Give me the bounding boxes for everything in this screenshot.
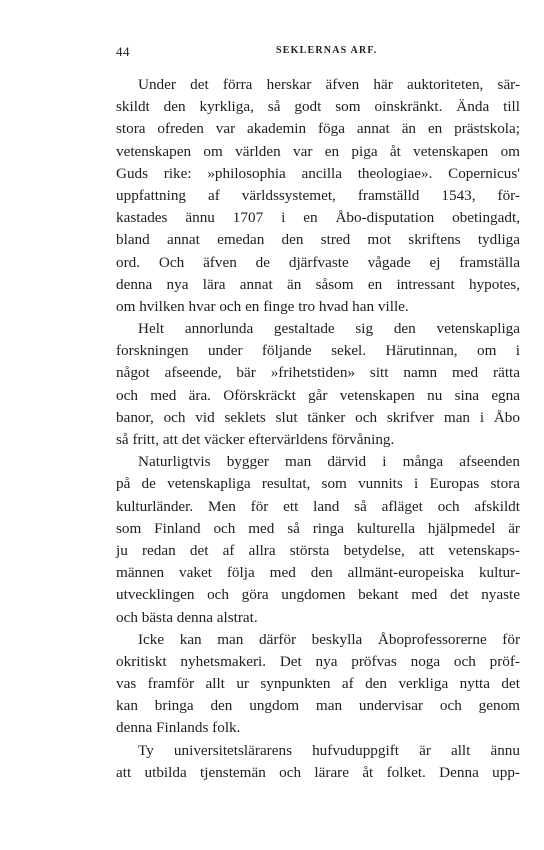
page-number: 44 — [116, 44, 130, 59]
paragraph — [116, 74, 520, 318]
running-head — [116, 44, 520, 64]
text-line: okritiskt nyhetsmakeri. Det nya pröfvas noga och pröf- — [116, 652, 520, 670]
text-line: bland annat emedan den stred mot skriftens tydliga — [116, 231, 520, 249]
book-page — [116, 44, 520, 784]
text-line: Icke kan man därför beskylla Åboprofessorerne för — [138, 630, 520, 648]
text-line: om hvilken hvar och en finge tro hvad han ville. — [116, 297, 409, 315]
body-text — [116, 74, 520, 784]
text-line: Helt annorlunda gestaltade sig den vetenskapliga — [138, 320, 520, 338]
paragraph — [116, 451, 520, 629]
text-line: Naturligtvis bygger man därvid i många afseenden — [138, 453, 520, 471]
text-line: att utbilda tjenstemän och lärare åt folket. Denna upp- — [116, 763, 520, 781]
text-line: på de vetenskapliga resultat, som vunnits i Europas stora — [116, 475, 520, 493]
text-line: något afseende, bär »frihetstiden» sitt namn med rätta — [116, 364, 520, 382]
text-line: denna nya lära annat än såsom en intressant hypotes, — [116, 275, 520, 293]
text-line: Guds rike: »philosophia ancilla theologiae». Copernicus' — [116, 164, 520, 182]
text-line: denna Finlands folk. — [116, 719, 241, 737]
text-line: ord. Och äfven de djärfvaste vågade ej framställa — [116, 253, 520, 271]
text-line: forskningen under följande sekel. Härutinnan, om i — [116, 342, 520, 360]
text-line: vetenskapen om världen var en piga åt vetenskapen om — [116, 142, 520, 160]
text-line: männen vaket följa med den allmänt-europeiska kultur- — [116, 564, 520, 582]
text-line: Under det förra herskar äfven här auktoriteten, sär- — [138, 76, 520, 93]
text-line: Ty universitetslärarens hufvuduppgift är allt ännu — [138, 741, 520, 759]
paragraph — [116, 318, 520, 451]
running-title: SEKLERNAS ARF. — [276, 45, 378, 56]
text-line: stora ofreden var akademin föga annat än en prästskola; — [116, 120, 520, 138]
text-line: skildt den kyrkliga, så godt som oinskränkt. Ända till — [116, 98, 520, 116]
text-line: som Finland och med så ringa kulturella hjälpmedel är — [116, 519, 520, 537]
text-line: vas framför allt ur synpunkten af den verkliga nytta det — [116, 675, 520, 693]
paragraph — [116, 740, 520, 784]
text-line: uppfattning af världssystemet, framställd 1543, för- — [116, 186, 520, 204]
text-line: ju redan det af allra största betydelse, att vetenskaps- — [116, 541, 520, 559]
text-line: kulturländer. Men för ett land så afläget och afskildt — [116, 497, 520, 515]
text-line: och bästa denna alstrat. — [116, 608, 258, 626]
paragraph — [116, 629, 520, 740]
text-line: banor, och vid seklets slut tänker och skrifver man i Åbo — [116, 408, 520, 426]
text-line: utvecklingen och göra ungdomen bekant med det nyaste — [116, 586, 520, 604]
text-line: kan bringa den ungdom man undervisar och genom — [116, 697, 520, 715]
text-line: så fritt, att det väcker eftervärldens förvåning. — [116, 431, 395, 448]
text-line: kastades ännu 1707 i en Åbo-disputation obetingadt, — [116, 209, 520, 227]
text-line: och med ära. Oförskräckt går vetenskapen nu sina egna — [116, 386, 520, 404]
